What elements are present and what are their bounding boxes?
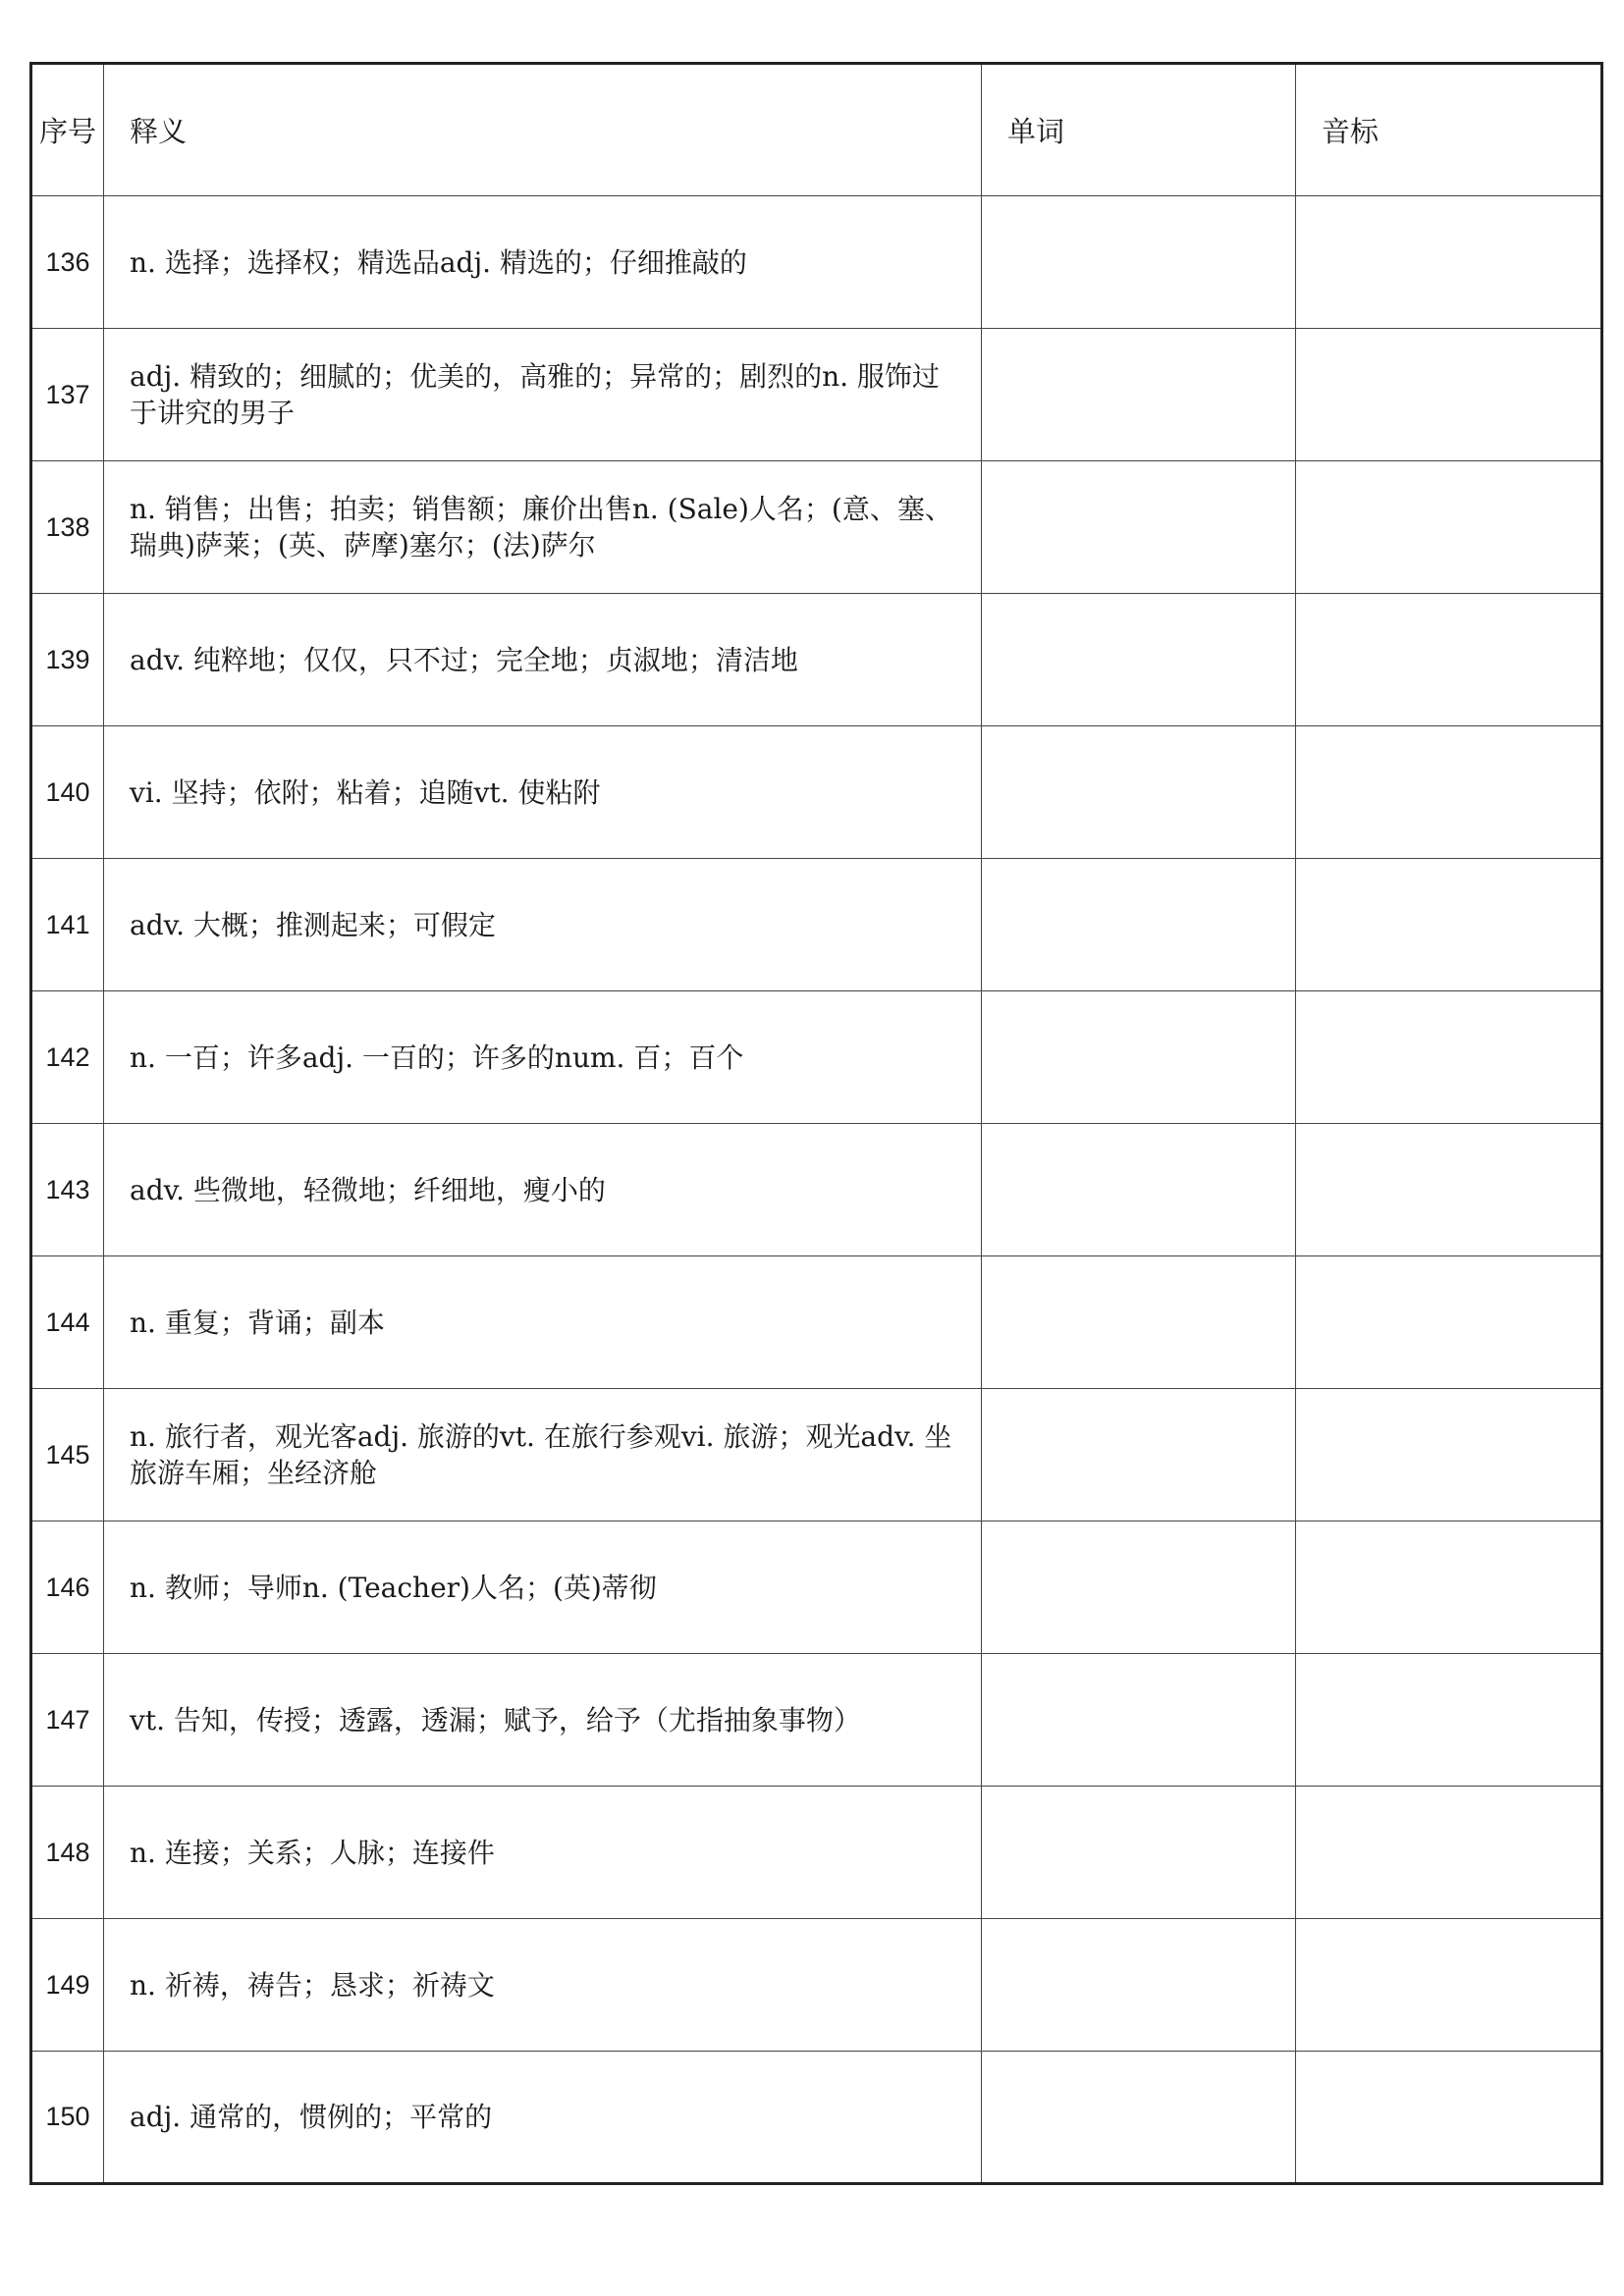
table-row	[31, 1787, 1602, 1919]
word-answer-cell[interactable]	[982, 991, 1296, 1124]
word-answer-cell[interactable]	[982, 1787, 1296, 1919]
phonetic-answer-cell[interactable]	[1296, 991, 1602, 1124]
phonetic-answer-cell[interactable]	[1296, 1389, 1602, 1522]
phonetic-answer-cell[interactable]	[1296, 1654, 1602, 1787]
word-answer-cell[interactable]	[982, 594, 1296, 726]
header-number: 序号	[31, 64, 104, 196]
row-number: 149	[31, 1919, 104, 2052]
phonetic-answer-cell[interactable]	[1296, 329, 1602, 461]
row-number: 143	[31, 1124, 104, 1256]
row-number: 144	[31, 1256, 104, 1389]
row-definition: adv. 纯粹地；仅仅，只不过；完全地；贞淑地；清洁地	[104, 594, 982, 726]
row-number: 138	[31, 461, 104, 594]
table-row	[31, 726, 1602, 859]
row-number: 141	[31, 859, 104, 991]
phonetic-answer-cell[interactable]	[1296, 1256, 1602, 1389]
row-number: 142	[31, 991, 104, 1124]
row-number: 136	[31, 196, 104, 329]
table-row	[31, 1919, 1602, 2052]
table-row	[31, 1654, 1602, 1787]
row-definition: n. 教师；导师n. (Teacher)人名；(英)蒂彻	[104, 1522, 982, 1654]
table-row	[31, 594, 1602, 726]
phonetic-answer-cell[interactable]	[1296, 461, 1602, 594]
word-answer-cell[interactable]	[982, 859, 1296, 991]
phonetic-answer-cell[interactable]	[1296, 1124, 1602, 1256]
table-row	[31, 2052, 1602, 2184]
phonetic-answer-cell[interactable]	[1296, 1919, 1602, 2052]
row-number: 146	[31, 1522, 104, 1654]
table-row	[31, 1124, 1602, 1256]
row-definition: n. 连接；关系；人脉；连接件	[104, 1787, 982, 1919]
word-answer-cell[interactable]	[982, 1389, 1296, 1522]
vocabulary-table	[29, 62, 1603, 2185]
word-answer-cell[interactable]	[982, 1522, 1296, 1654]
row-definition: n. 重复；背诵；副本	[104, 1256, 982, 1389]
word-answer-cell[interactable]	[982, 1919, 1296, 2052]
phonetic-answer-cell[interactable]	[1296, 726, 1602, 859]
row-number: 140	[31, 726, 104, 859]
row-definition: adj. 精致的；细腻的；优美的，高雅的；异常的；剧烈的n. 服饰过于讲究的男子	[104, 329, 982, 461]
table-row	[31, 1256, 1602, 1389]
phonetic-answer-cell[interactable]	[1296, 1787, 1602, 1919]
table-row	[31, 196, 1602, 329]
row-definition: adv. 大概；推测起来；可假定	[104, 859, 982, 991]
word-answer-cell[interactable]	[982, 1124, 1296, 1256]
row-definition: n. 销售；出售；拍卖；销售额；廉价出售n. (Sale)人名；(意、塞、瑞典)萨莱；(英、萨摩)塞尔；(法)萨尔	[104, 461, 982, 594]
header-definition: 释义	[104, 64, 982, 196]
row-definition: adj. 通常的，惯例的；平常的	[104, 2052, 982, 2184]
row-definition: vi. 坚持；依附；粘着；追随vt. 使粘附	[104, 726, 982, 859]
table-row	[31, 1389, 1602, 1522]
table-row	[31, 329, 1602, 461]
row-number: 147	[31, 1654, 104, 1787]
word-answer-cell[interactable]	[982, 726, 1296, 859]
header-word: 单词	[982, 64, 1296, 196]
row-number: 139	[31, 594, 104, 726]
table-row	[31, 991, 1602, 1124]
phonetic-answer-cell[interactable]	[1296, 859, 1602, 991]
word-answer-cell[interactable]	[982, 196, 1296, 329]
phonetic-answer-cell[interactable]	[1296, 594, 1602, 726]
row-number: 150	[31, 2052, 104, 2184]
word-answer-cell[interactable]	[982, 2052, 1296, 2184]
row-definition: n. 选择；选择权；精选品adj. 精选的；仔细推敲的	[104, 196, 982, 329]
row-definition: vt. 告知，传授；透露，透漏；赋予，给予（尤指抽象事物）	[104, 1654, 982, 1787]
row-definition: n. 一百；许多adj. 一百的；许多的num. 百；百个	[104, 991, 982, 1124]
word-answer-cell[interactable]	[982, 329, 1296, 461]
phonetic-answer-cell[interactable]	[1296, 1522, 1602, 1654]
table-header-row	[31, 64, 1602, 196]
row-definition: n. 旅行者，观光客adj. 旅游的vt. 在旅行参观vi. 旅游；观光adv. 坐旅游车厢；坐经济舱	[104, 1389, 982, 1522]
word-answer-cell[interactable]	[982, 1256, 1296, 1389]
phonetic-answer-cell[interactable]	[1296, 2052, 1602, 2184]
table-row	[31, 1522, 1602, 1654]
table-row	[31, 859, 1602, 991]
row-number: 148	[31, 1787, 104, 1919]
row-definition: adv. 些微地，轻微地；纤细地，瘦小的	[104, 1124, 982, 1256]
word-answer-cell[interactable]	[982, 1654, 1296, 1787]
phonetic-answer-cell[interactable]	[1296, 196, 1602, 329]
header-phonetic: 音标	[1296, 64, 1602, 196]
row-number: 145	[31, 1389, 104, 1522]
table-row	[31, 461, 1602, 594]
word-answer-cell[interactable]	[982, 461, 1296, 594]
row-definition: n. 祈祷，祷告；恳求；祈祷文	[104, 1919, 982, 2052]
row-number: 137	[31, 329, 104, 461]
vocabulary-worksheet	[29, 62, 1600, 2185]
